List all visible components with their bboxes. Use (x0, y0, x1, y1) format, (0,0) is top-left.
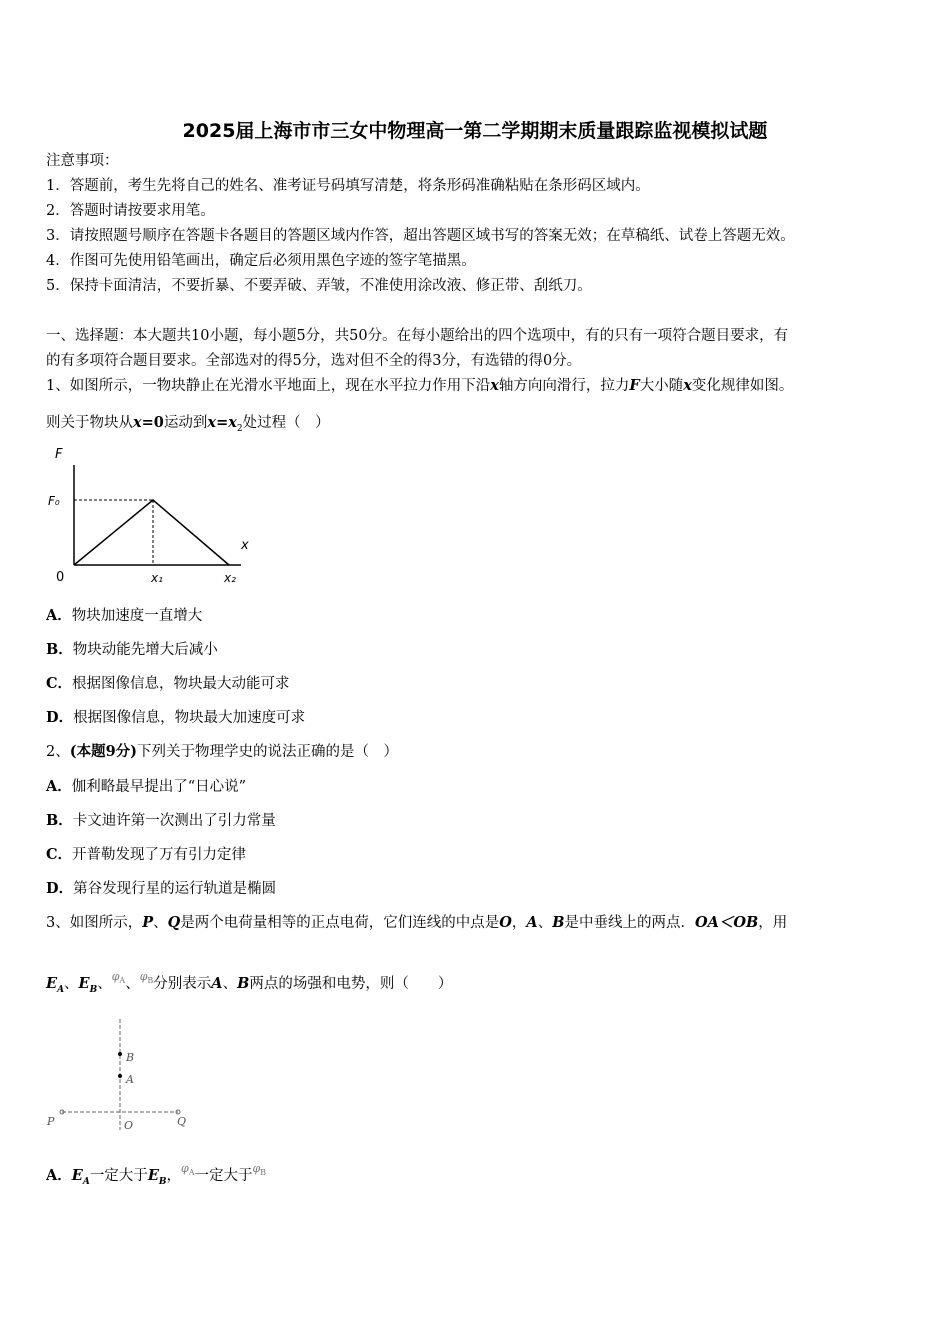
label-p: P (47, 1115, 55, 1128)
notice-item: 1．答题前，考生先将自己的姓名、准考证号码填写清楚，将条形码准确粘贴在条形码区域内。 (46, 178, 650, 194)
q2-option-b: B．卡文迪许第一次测出了引力常量 (46, 812, 276, 829)
q2-option-a: A．伽利略最早提出了“日心说” (46, 778, 247, 795)
phi-a-symbol: φA (180, 1162, 195, 1178)
label-o: O (124, 1119, 134, 1132)
phi-a-symbol: φA (111, 970, 126, 986)
q3-charge-diagram (44, 1015, 204, 1140)
q1-stem: 1、如图所示，一物块静止在光滑水平地面上，现在水平拉力作用下沿x轴方向向滑行，拉力F大小随x变化规律如图。 (46, 377, 794, 394)
notice-item: 2．答题时请按要求用笔。 (46, 203, 215, 219)
phi-b-symbol: φB (139, 970, 154, 986)
x1-tick-label: x₁ (151, 571, 163, 585)
notice-heading: 注意事项： (46, 153, 119, 169)
f0-label: F₀ (48, 494, 60, 508)
notice-item: 3．请按照题号顺序在答题卡各题目的答题区域内作答，超出答题区域书写的答案无效；在草稿纸、试卷上答题无效。 (46, 228, 795, 244)
page-title: 2025届上海市市三女中物理高一第二学期期末质量跟踪监视模拟试题 (182, 120, 768, 142)
q2-option-c: C．开普勒发现了万有引力定律 (46, 846, 247, 863)
y-axis-label: F (55, 447, 63, 462)
label-b: B (126, 1051, 135, 1064)
q1-option-b: B．物块动能先增大后减小 (46, 641, 218, 658)
force-curve (74, 500, 229, 565)
q1-option-a: A．物块加速度一直增大 (46, 607, 203, 624)
section-instructions-line1: 一、选择题：本大题共10小题，每小题5分，共50分。在每小题给出的四个选项中，有的只有一项符合题目要求，有 (46, 328, 789, 344)
q2-stem: 2、(本题9分)下列关于物理学史的说法正确的是（ ） (46, 743, 399, 760)
origin-label: 0 (56, 570, 65, 585)
point-b (118, 1052, 122, 1056)
point-a (118, 1074, 122, 1078)
phi-b-symbol: φB (252, 1162, 267, 1178)
x2-tick-label: x₂ (224, 571, 236, 585)
q1-stem-line2: 则关于物块从x=0运动到$x=x_2$处过程（ ） (46, 414, 330, 434)
q3-stem: 3、如图所示，P、Q是两个电荷量相等的正点电荷，它们连线的中点是O，A、B是中垂线上的两点．OA＜OB，用 (46, 914, 788, 931)
q1-option-d: D．根据图像信息，物块最大加速度可求 (46, 709, 306, 726)
label-a: A (126, 1073, 134, 1086)
q2-option-d: D．第谷发现行星的运行轨道是椭圆 (46, 880, 277, 897)
q1-option-c: C．根据图像信息，物块最大动能可求 (46, 675, 290, 692)
label-q: Q (177, 1115, 187, 1128)
q1-force-graph (46, 445, 256, 590)
q3-stem-line2: $E_A$、$E_B$、$^{\varphi_A}$、$^{\varphi_B}$分别表示A、B两点的场强和电势，则（ ） (46, 970, 453, 995)
notice-item: 5．保持卡面清洁，不要折暴、不要弄破、弄皱，不准使用涂改液、修正带、刮纸刀。 (46, 278, 592, 294)
x-axis-label: x (241, 538, 249, 553)
notice-item: 4．作图可先使用铅笔画出，确定后必须用黑色字迹的签字笔描黑。 (46, 253, 476, 269)
q3-option-a: A．$E_A$一定大于$E_B$，$^{\varphi_A}$一定大于$^{\varphi_B}$ (46, 1162, 267, 1187)
section-instructions-line2: 的有多项符合题目要求。全部选对的得5分，选对但不全的得3分，有选错的得0分。 (46, 353, 582, 369)
